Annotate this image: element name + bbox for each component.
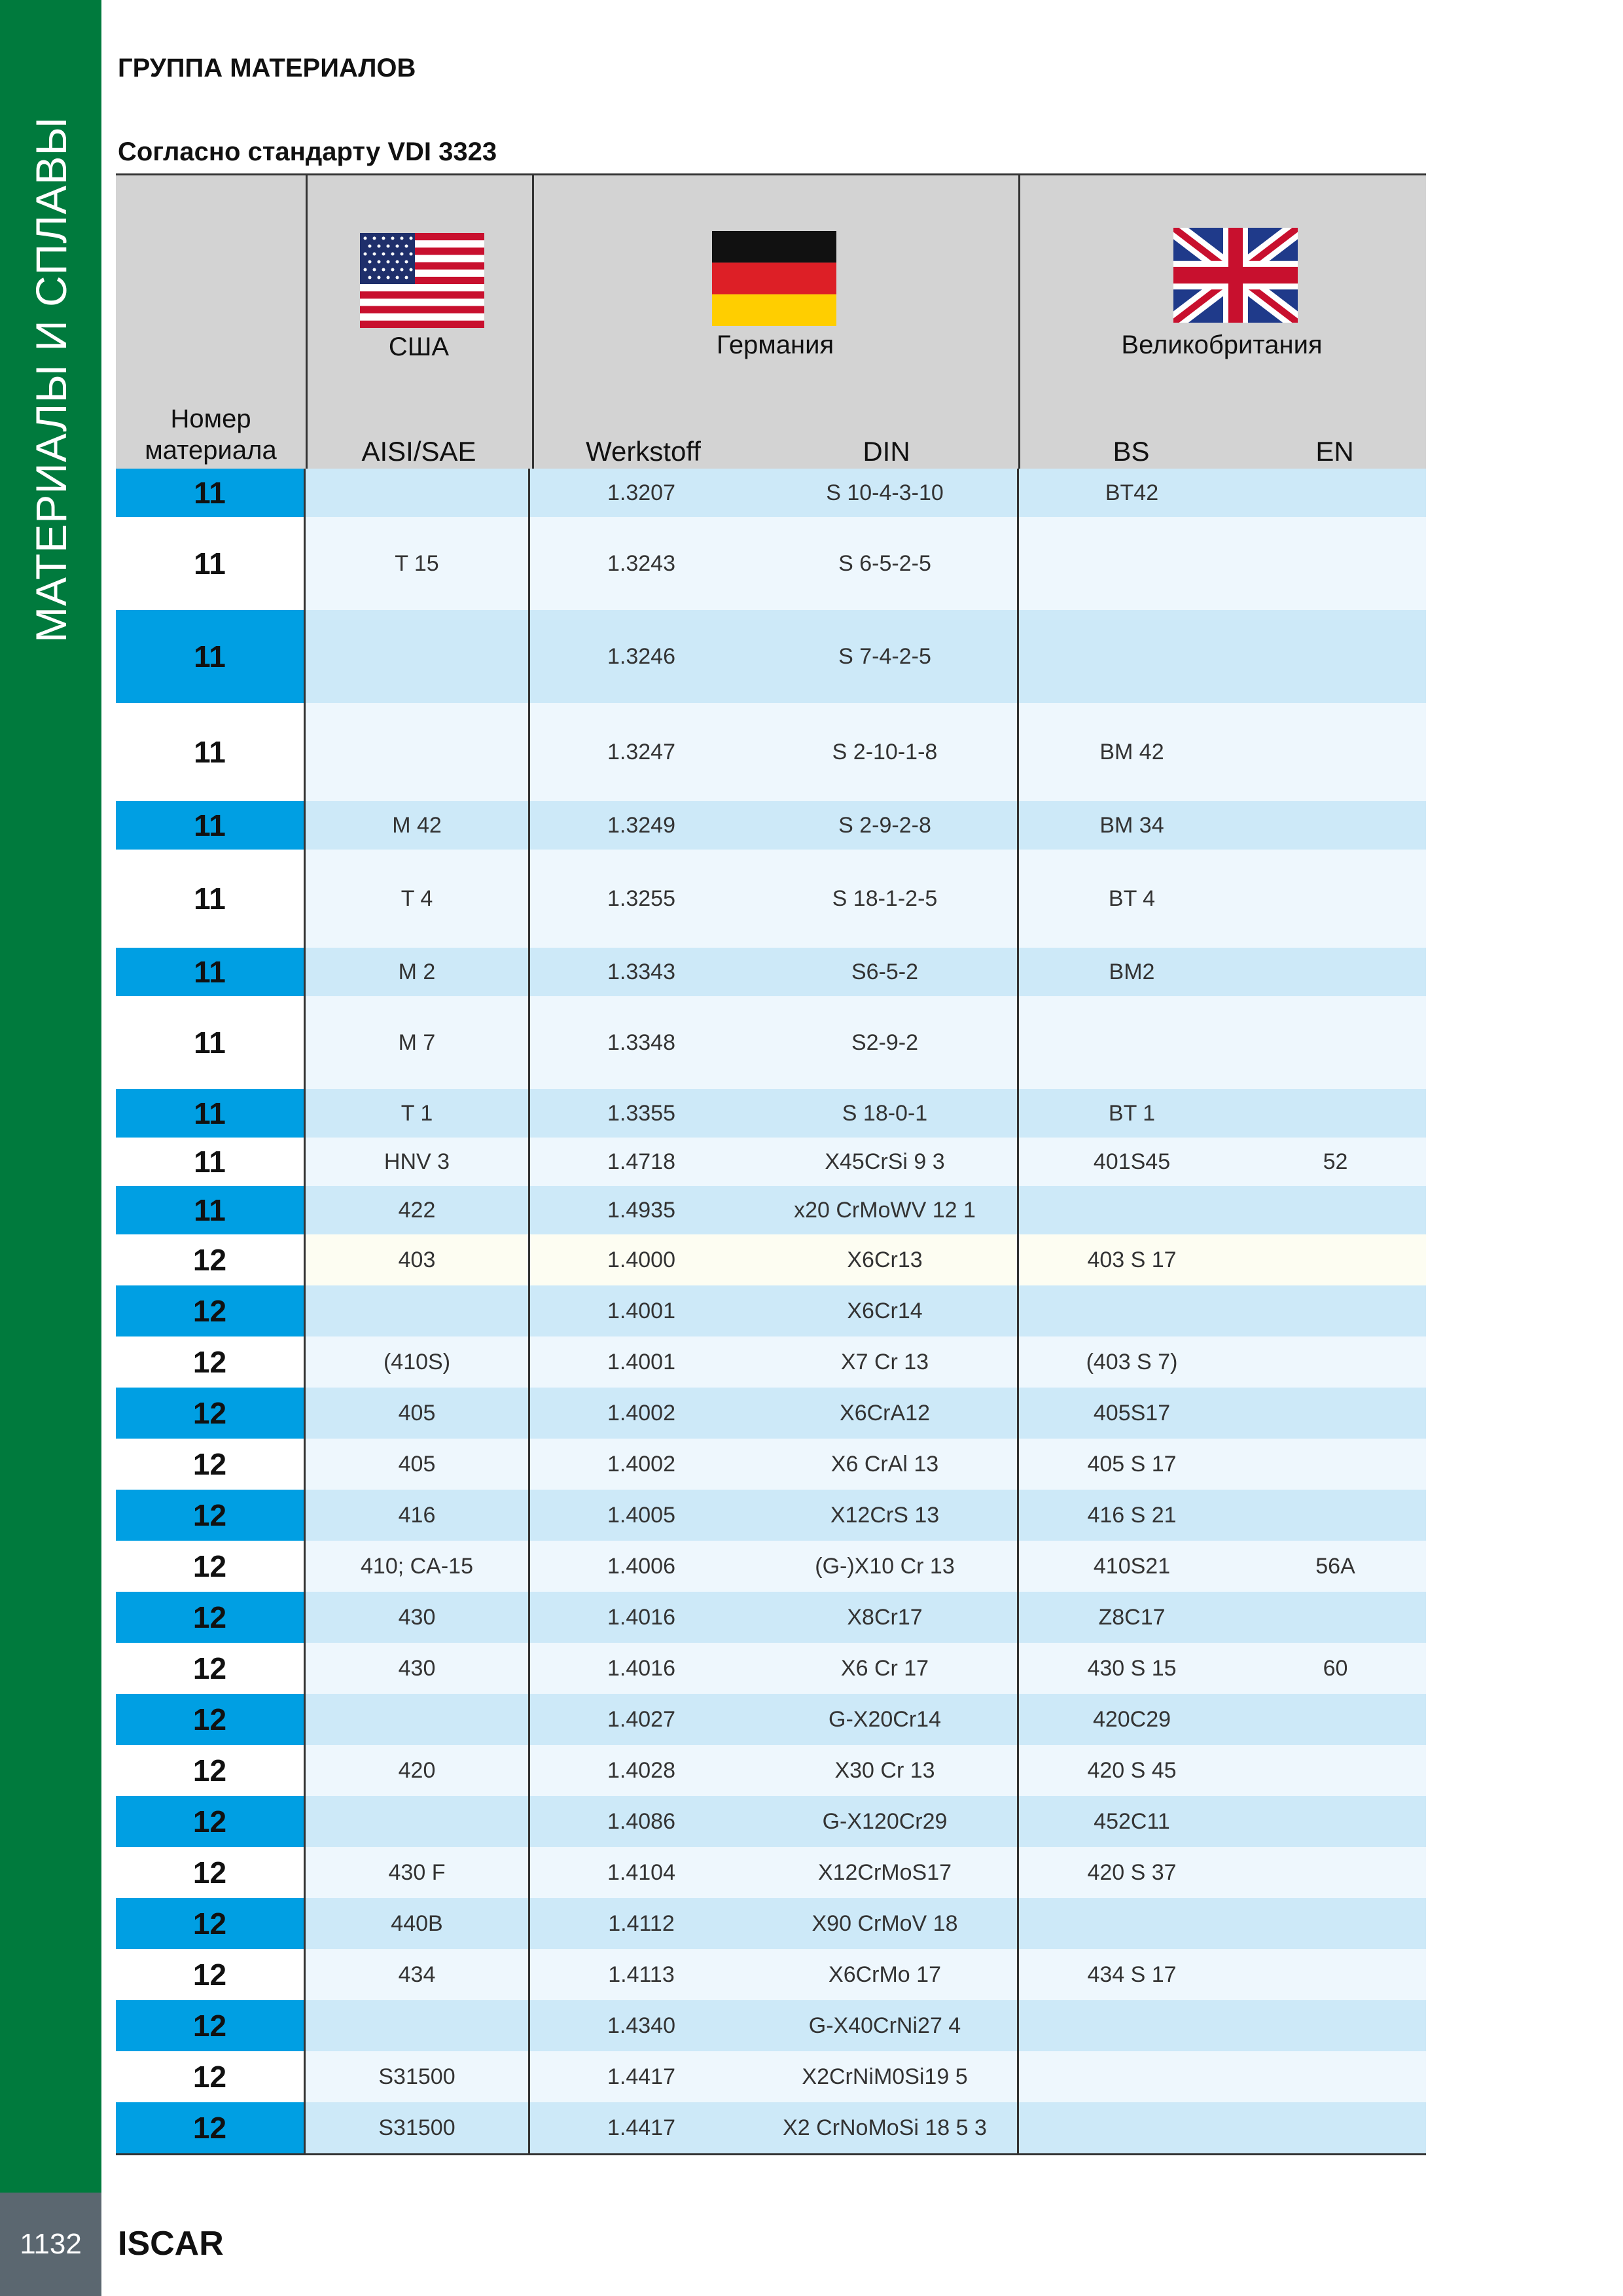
material-number: 11 (116, 1186, 306, 1234)
material-number: 11 (116, 469, 306, 517)
aisi-cell (306, 1285, 530, 1336)
aisi-cell: (410S) (306, 1336, 530, 1388)
table-row (116, 1490, 1426, 1541)
werkstoff-cell: 1.4001 (530, 1336, 753, 1388)
en-cell (1245, 1089, 1426, 1138)
bs-cell: (403 S 7) (1019, 1336, 1245, 1388)
din-cell: X45CrSi 9 3 (753, 1138, 1019, 1186)
werkstoff-cell: 1.3343 (530, 948, 753, 996)
table-row (116, 469, 1426, 517)
bs-cell: 434 S 17 (1019, 1949, 1245, 2000)
aisi-cell (306, 469, 530, 517)
din-cell: X2 CrNoMoSi 18 5 3 (753, 2102, 1019, 2153)
side-title-text: МАТЕРИАЛЫ И СПЛАВЫ (26, 117, 75, 643)
page-number: 1132 (0, 2193, 101, 2296)
din-header: DIN (863, 436, 910, 467)
material-number: 12 (116, 1847, 306, 1898)
material-number: 12 (116, 1949, 306, 2000)
table-row (116, 517, 1426, 610)
bs-cell (1019, 610, 1245, 703)
bs-cell (1019, 1898, 1245, 1949)
aisi-cell (306, 610, 530, 703)
werkstoff-cell: 1.4016 (530, 1643, 753, 1694)
bs-cell: BT 4 (1019, 850, 1245, 948)
werkstoff-cell: 1.4027 (530, 1694, 753, 1745)
material-number-header (116, 403, 306, 466)
material-number: 11 (116, 1089, 306, 1138)
werkstoff-cell: 1.4028 (530, 1745, 753, 1796)
aisi-cell: T 15 (306, 517, 530, 610)
en-cell (1245, 1592, 1426, 1643)
aisi-header: AISI/SAE (361, 436, 476, 467)
header-divider (532, 175, 534, 469)
din-cell: X6CrMo 17 (753, 1949, 1019, 2000)
en-cell (1245, 703, 1426, 801)
en-cell (1245, 2102, 1426, 2153)
din-cell: G-X40CrNi27 4 (753, 2000, 1019, 2051)
en-cell (1245, 1285, 1426, 1336)
table-row (116, 1694, 1426, 1745)
table-row (116, 1592, 1426, 1643)
aisi-cell: 416 (306, 1490, 530, 1541)
werkstoff-cell: 1.4935 (530, 1186, 753, 1234)
werkstoff-cell: 1.4005 (530, 1490, 753, 1541)
werkstoff-cell: 1.4086 (530, 1796, 753, 1847)
din-cell: X6Cr13 (753, 1234, 1019, 1285)
bs-cell: BM 34 (1019, 801, 1245, 850)
table-row (116, 1643, 1426, 1694)
material-number: 12 (116, 1336, 306, 1388)
material-number: 12 (116, 1592, 306, 1643)
din-cell: X6CrA12 (753, 1388, 1019, 1439)
material-number: 11 (116, 801, 306, 850)
table-row (116, 1138, 1426, 1186)
din-cell: X90 CrMoV 18 (753, 1898, 1019, 1949)
aisi-cell: 430 (306, 1643, 530, 1694)
din-cell: X6Cr14 (753, 1285, 1019, 1336)
material-number: 11 (116, 1138, 306, 1186)
material-number: 12 (116, 1285, 306, 1336)
din-cell: S 2-9-2-8 (753, 801, 1019, 850)
en-cell (1245, 1745, 1426, 1796)
bs-cell: 401S45 (1019, 1138, 1245, 1186)
aisi-cell: T 4 (306, 850, 530, 948)
table-row (116, 801, 1426, 850)
en-cell (1245, 1336, 1426, 1388)
material-number: 12 (116, 1388, 306, 1439)
werkstoff-cell: 1.3246 (530, 610, 753, 703)
werkstoff-cell: 1.3249 (530, 801, 753, 850)
material-number-header-line2: материала (145, 436, 277, 465)
din-cell: S2-9-2 (753, 996, 1019, 1089)
material-number: 12 (116, 1234, 306, 1285)
din-cell: S 7-4-2-5 (753, 610, 1019, 703)
material-number: 12 (116, 1796, 306, 1847)
material-number: 12 (116, 2000, 306, 2051)
en-cell: 52 (1245, 1138, 1426, 1186)
werkstoff-cell: 1.3247 (530, 703, 753, 801)
bs-cell: 452C11 (1019, 1796, 1245, 1847)
bs-cell: BT 1 (1019, 1089, 1245, 1138)
en-cell (1245, 1796, 1426, 1847)
table-row (116, 1541, 1426, 1592)
bs-cell: BM2 (1019, 948, 1245, 996)
en-cell (1245, 517, 1426, 610)
bs-cell: BT42 (1019, 469, 1245, 517)
table-row (116, 1234, 1426, 1285)
aisi-cell: M 42 (306, 801, 530, 850)
en-cell: 60 (1245, 1643, 1426, 1694)
side-title (0, 92, 101, 668)
table-row (116, 610, 1426, 703)
header-divider (1018, 175, 1020, 469)
table-row (116, 948, 1426, 996)
usa-flag-icon (360, 233, 484, 328)
bs-cell: Z8C17 (1019, 1592, 1245, 1643)
group-title: ГРУППА МАТЕРИАЛОВ (118, 54, 416, 82)
werkstoff-cell: 1.4112 (530, 1898, 753, 1949)
bs-cell: 405S17 (1019, 1388, 1245, 1439)
din-cell: X2CrNiM0Si19 5 (753, 2051, 1019, 2102)
material-number: 11 (116, 850, 306, 948)
din-cell: G-X20Cr14 (753, 1694, 1019, 1745)
table-row (116, 996, 1426, 1089)
werkstoff-cell: 1.4006 (530, 1541, 753, 1592)
uk-flag-icon (1173, 228, 1298, 323)
aisi-cell: 420 (306, 1745, 530, 1796)
table-row (116, 2000, 1426, 2051)
aisi-cell: 405 (306, 1439, 530, 1490)
aisi-cell: 440B (306, 1898, 530, 1949)
aisi-cell: M 7 (306, 996, 530, 1089)
table-row (116, 1949, 1426, 2000)
table-row (116, 1847, 1426, 1898)
en-cell (1245, 948, 1426, 996)
aisi-cell: S31500 (306, 2102, 530, 2153)
bs-header: BS (1113, 436, 1150, 467)
header-divider (306, 175, 308, 469)
din-cell: S 18-0-1 (753, 1089, 1019, 1138)
werkstoff-cell: 1.3255 (530, 850, 753, 948)
aisi-cell: 422 (306, 1186, 530, 1234)
en-cell (1245, 1490, 1426, 1541)
bs-cell: BM 42 (1019, 703, 1245, 801)
bs-cell: 430 S 15 (1019, 1643, 1245, 1694)
bs-cell (1019, 1186, 1245, 1234)
werkstoff-cell: 1.4718 (530, 1138, 753, 1186)
din-cell: S 2-10-1-8 (753, 703, 1019, 801)
werkstoff-cell: 1.4000 (530, 1234, 753, 1285)
material-number: 12 (116, 1439, 306, 1490)
en-header: EN (1315, 436, 1354, 467)
werkstoff-cell: 1.4417 (530, 2051, 753, 2102)
brand-logo: ISCAR (118, 2225, 224, 2263)
aisi-cell: 403 (306, 1234, 530, 1285)
bs-cell: 416 S 21 (1019, 1490, 1245, 1541)
din-cell: G-X120Cr29 (753, 1796, 1019, 1847)
en-cell (1245, 610, 1426, 703)
bs-cell: 420 S 37 (1019, 1847, 1245, 1898)
din-cell: S 6-5-2-5 (753, 517, 1019, 610)
germany-flag-icon (712, 231, 836, 326)
din-cell: X7 Cr 13 (753, 1336, 1019, 1388)
material-number: 12 (116, 2051, 306, 2102)
table-row (116, 1388, 1426, 1439)
aisi-cell: 434 (306, 1949, 530, 2000)
en-cell (1245, 850, 1426, 948)
material-number: 11 (116, 703, 306, 801)
werkstoff-cell: 1.4001 (530, 1285, 753, 1336)
din-cell: S 18-1-2-5 (753, 850, 1019, 948)
bs-cell: 420C29 (1019, 1694, 1245, 1745)
en-cell (1245, 1847, 1426, 1898)
table-row (116, 1089, 1426, 1138)
table-row (116, 1439, 1426, 1490)
table-row (116, 850, 1426, 948)
en-cell (1245, 1388, 1426, 1439)
werkstoff-cell: 1.3348 (530, 996, 753, 1089)
werkstoff-cell: 1.4002 (530, 1388, 753, 1439)
en-cell (1245, 2051, 1426, 2102)
material-number: 12 (116, 1745, 306, 1796)
aisi-cell: HNV 3 (306, 1138, 530, 1186)
bs-cell (1019, 2051, 1245, 2102)
bs-cell (1019, 1285, 1245, 1336)
materials-table (116, 173, 1426, 2155)
material-number: 11 (116, 610, 306, 703)
bs-cell: 420 S 45 (1019, 1745, 1245, 1796)
material-number: 11 (116, 517, 306, 610)
bs-cell: 410S21 (1019, 1541, 1245, 1592)
bs-cell (1019, 2000, 1245, 2051)
country-usa: США (388, 332, 450, 361)
bs-cell (1019, 517, 1245, 610)
werkstoff-cell: 1.4417 (530, 2102, 753, 2153)
country-germany: Германия (716, 331, 834, 359)
en-cell (1245, 1439, 1426, 1490)
bs-cell: 405 S 17 (1019, 1439, 1245, 1490)
din-cell: X12CrMoS17 (753, 1847, 1019, 1898)
material-number: 11 (116, 996, 306, 1089)
werkstoff-cell: 1.4002 (530, 1439, 753, 1490)
material-number: 12 (116, 1898, 306, 1949)
en-cell (1245, 469, 1426, 517)
table-body (116, 469, 1426, 2153)
en-cell (1245, 801, 1426, 850)
aisi-cell: 430 (306, 1592, 530, 1643)
standard-title: Согласно стандарту VDI 3323 (118, 137, 497, 166)
werkstoff-cell: 1.3355 (530, 1089, 753, 1138)
en-cell (1245, 1949, 1426, 2000)
en-cell (1245, 1694, 1426, 1745)
en-cell (1245, 1898, 1426, 1949)
material-number: 11 (116, 948, 306, 996)
din-cell: X6 CrAl 13 (753, 1439, 1019, 1490)
aisi-cell: M 2 (306, 948, 530, 996)
din-cell: X6 Cr 17 (753, 1643, 1019, 1694)
aisi-cell (306, 1796, 530, 1847)
en-cell (1245, 996, 1426, 1089)
din-cell: X12CrS 13 (753, 1490, 1019, 1541)
en-cell (1245, 2000, 1426, 2051)
aisi-cell: 410; CA-15 (306, 1541, 530, 1592)
aisi-cell: S31500 (306, 2051, 530, 2102)
table-row (116, 703, 1426, 801)
bs-cell (1019, 2102, 1245, 2153)
werkstoff-header: Werkstoff (586, 436, 701, 467)
din-cell: (G-)X10 Cr 13 (753, 1541, 1019, 1592)
aisi-cell (306, 1694, 530, 1745)
werkstoff-cell: 1.3243 (530, 517, 753, 610)
en-cell (1245, 1186, 1426, 1234)
din-cell: x20 CrMoWV 12 1 (753, 1186, 1019, 1234)
aisi-cell (306, 2000, 530, 2051)
material-number: 12 (116, 1643, 306, 1694)
en-cell (1245, 1234, 1426, 1285)
din-cell: X8Cr17 (753, 1592, 1019, 1643)
table-row (116, 2051, 1426, 2102)
aisi-cell: T 1 (306, 1089, 530, 1138)
din-cell: S 10-4-3-10 (753, 469, 1019, 517)
material-number: 12 (116, 1694, 306, 1745)
table-row (116, 2102, 1426, 2153)
material-number-header-line1: Номер (170, 404, 251, 433)
aisi-cell: 430 F (306, 1847, 530, 1898)
table-row (116, 1186, 1426, 1234)
table-row (116, 1285, 1426, 1336)
bs-cell: 403 S 17 (1019, 1234, 1245, 1285)
aisi-cell: 405 (306, 1388, 530, 1439)
country-uk: Великобритания (1121, 331, 1323, 359)
table-row (116, 1745, 1426, 1796)
material-number: 12 (116, 1490, 306, 1541)
bs-cell (1019, 996, 1245, 1089)
werkstoff-cell: 1.4016 (530, 1592, 753, 1643)
table-row (116, 1898, 1426, 1949)
werkstoff-cell: 1.4113 (530, 1949, 753, 2000)
werkstoff-cell: 1.4340 (530, 2000, 753, 2051)
en-cell: 56A (1245, 1541, 1426, 1592)
werkstoff-cell: 1.3207 (530, 469, 753, 517)
werkstoff-cell: 1.4104 (530, 1847, 753, 1898)
din-cell: S6-5-2 (753, 948, 1019, 996)
material-number: 12 (116, 1541, 306, 1592)
table-row (116, 1336, 1426, 1388)
table-header (116, 175, 1426, 469)
table-row (116, 1796, 1426, 1847)
din-cell: X30 Cr 13 (753, 1745, 1019, 1796)
aisi-cell (306, 703, 530, 801)
material-number: 12 (116, 2102, 306, 2153)
